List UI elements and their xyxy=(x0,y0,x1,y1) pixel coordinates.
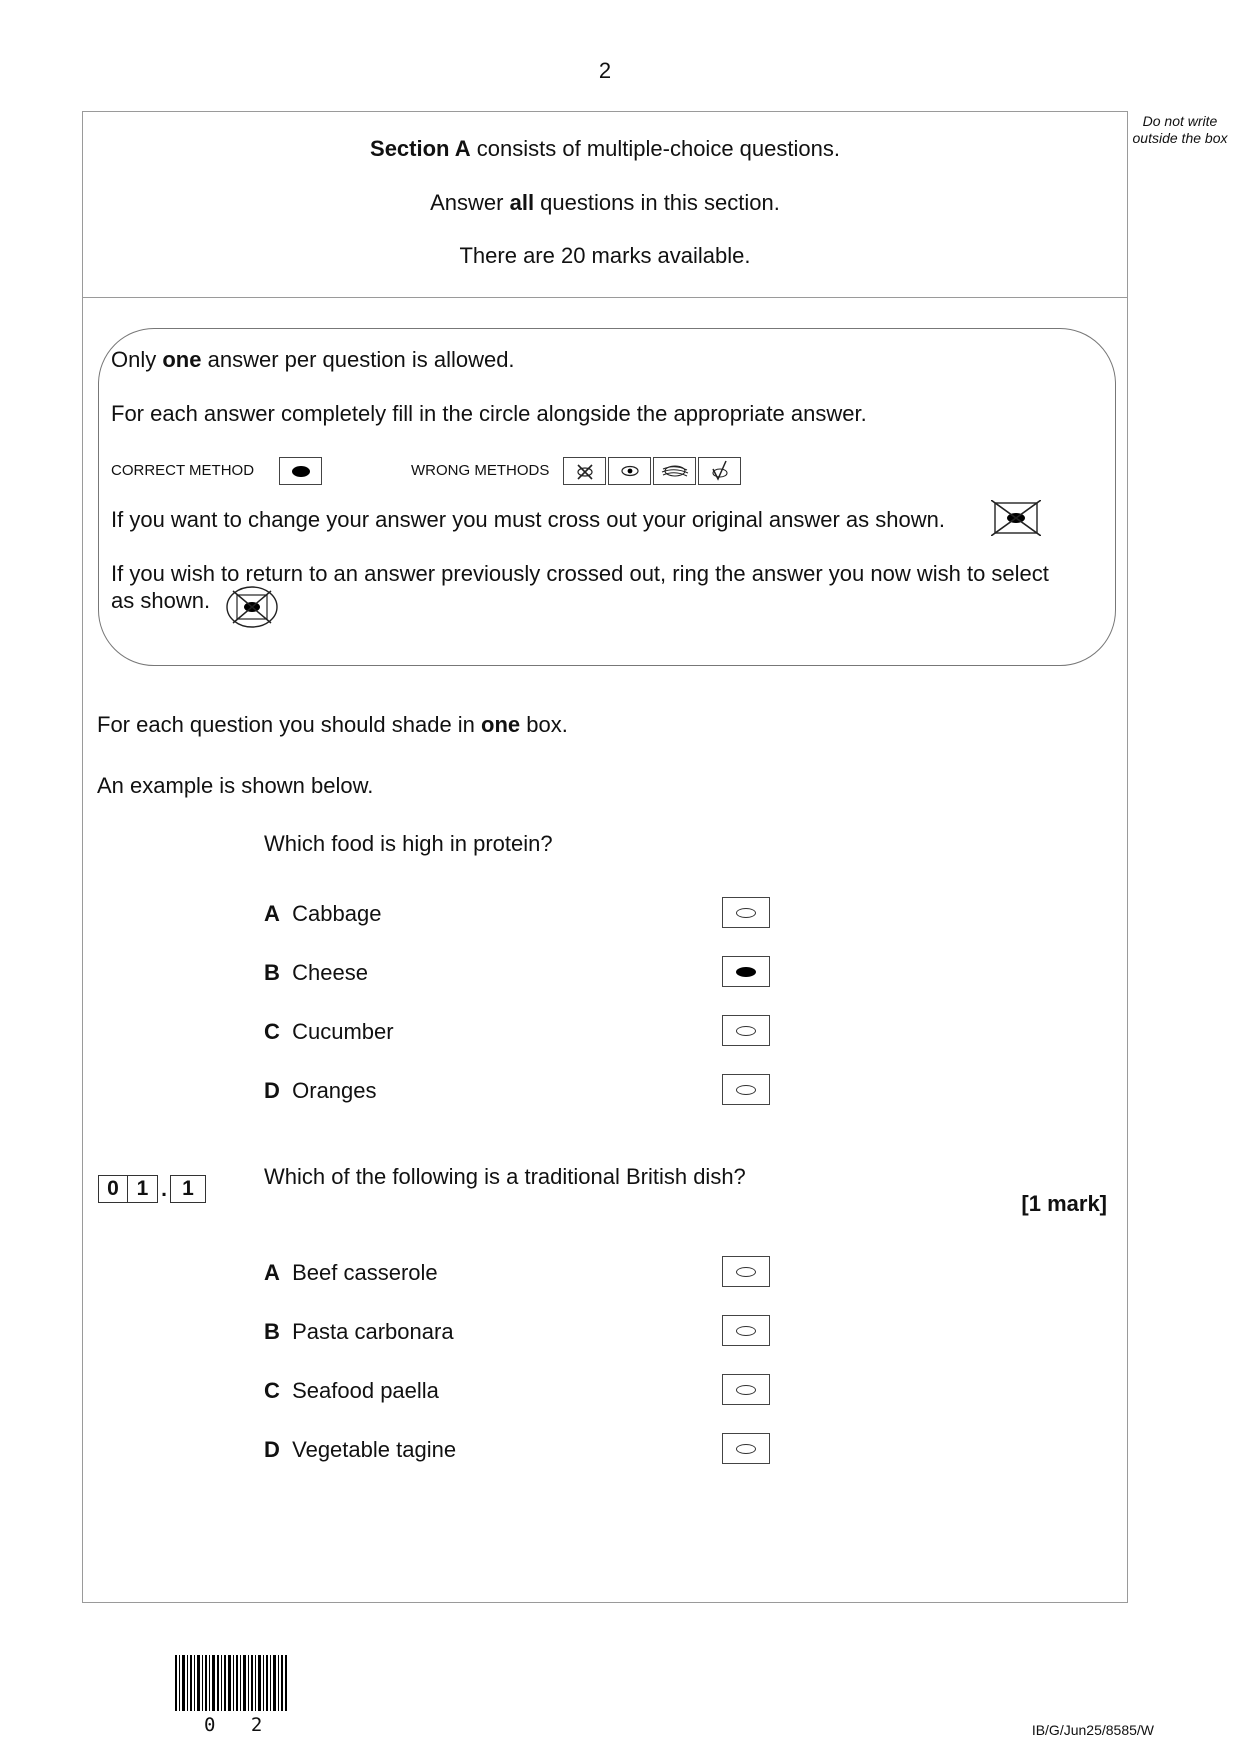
option-letter: D xyxy=(264,1078,280,1103)
change-answer-line: If you want to change your answer you must cross out your original answer as shown. xyxy=(111,507,945,532)
section-description: consists of multiple-choice questions. xyxy=(470,136,840,161)
example-option-c xyxy=(264,1018,394,1045)
wrong-methods-examples xyxy=(563,457,743,485)
option-a xyxy=(264,1259,438,1286)
answer-box-a[interactable] xyxy=(722,1256,770,1287)
option-text: Cucumber xyxy=(292,1019,394,1044)
return-answer-line-1: If you wish to return to an answer previously crossed out, ring the answer you now wish to select xyxy=(111,561,1049,586)
answer-all-pre: Answer xyxy=(430,190,510,215)
paper-reference-code: IB/G/Jun25/8585/W xyxy=(1031,1722,1154,1738)
option-letter: C xyxy=(264,1378,280,1403)
example-answer-box-d[interactable] xyxy=(722,1074,770,1105)
one-answer-bold: one xyxy=(162,347,202,372)
empty-oval-icon xyxy=(736,1326,756,1336)
example-option-b xyxy=(264,959,368,986)
option-text: Cheese xyxy=(292,960,368,985)
example-option-d xyxy=(264,1077,377,1104)
fill-circle-line: For each answer completely fill in the circle alongside the appropriate answer. xyxy=(111,401,867,426)
question-number-digit: 1 xyxy=(128,1175,158,1203)
section-label: Section A xyxy=(370,136,471,161)
one-answer-pre: Only xyxy=(111,347,163,372)
example-answer-box-a[interactable] xyxy=(722,897,770,928)
option-letter: C xyxy=(264,1019,280,1044)
answer-all-line xyxy=(82,190,1128,216)
option-d xyxy=(264,1436,456,1463)
shade-instruction-pre: For each question you should shade in xyxy=(97,712,482,737)
question-number-dot: . xyxy=(161,1178,167,1201)
header-divider xyxy=(82,297,1128,298)
correct-method-label: CORRECT METHOD xyxy=(111,462,255,479)
correct-method-example xyxy=(279,457,322,485)
option-letter: B xyxy=(264,960,280,985)
filled-oval-icon xyxy=(736,967,756,977)
option-text: Oranges xyxy=(292,1078,377,1103)
answer-box-b[interactable] xyxy=(722,1315,770,1346)
one-answer-post: answer per question is allowed. xyxy=(201,347,515,372)
option-text: Cabbage xyxy=(292,901,382,926)
option-c xyxy=(264,1377,439,1404)
example-answer-box-b[interactable] xyxy=(722,956,770,987)
example-option-a xyxy=(264,900,381,927)
option-text: Pasta carbonara xyxy=(292,1319,454,1344)
question-number-sub: 1 xyxy=(170,1175,206,1203)
wrong-method-scribble-icon xyxy=(653,457,696,485)
empty-oval-icon xyxy=(736,1385,756,1395)
example-question: Which food is high in protein? xyxy=(264,831,553,856)
option-letter: A xyxy=(264,1260,280,1285)
option-letter: D xyxy=(264,1437,280,1462)
question-marks: [1 mark] xyxy=(1021,1191,1107,1216)
empty-oval-icon xyxy=(736,1444,756,1454)
wrong-method-dot-icon xyxy=(608,457,651,485)
answer-box-c[interactable] xyxy=(722,1374,770,1405)
empty-oval-icon xyxy=(736,1026,756,1036)
option-text: Seafood paella xyxy=(292,1378,439,1403)
answer-all-bold: all xyxy=(509,190,535,215)
barcode-icon xyxy=(175,1655,287,1716)
shade-instruction-bold: one xyxy=(481,712,521,737)
crossed-out-example-icon xyxy=(991,500,1041,541)
option-b xyxy=(264,1318,454,1345)
filled-oval-icon xyxy=(292,466,310,477)
marks-available-line: There are 20 marks available. xyxy=(459,243,751,268)
empty-oval-icon xyxy=(736,908,756,918)
option-text: Beef casserole xyxy=(292,1260,438,1285)
option-letter: B xyxy=(264,1319,280,1344)
wrong-method-cross-icon xyxy=(563,457,606,485)
wrong-method-tick-icon xyxy=(698,457,741,485)
barcode-digits: 0 2 xyxy=(204,1714,275,1736)
ringed-crossed-example-icon xyxy=(225,585,279,634)
answer-all-post: questions in this section. xyxy=(534,190,780,215)
section-heading xyxy=(82,136,1128,162)
empty-oval-icon xyxy=(736,1267,756,1277)
answer-box-d[interactable] xyxy=(722,1433,770,1464)
example-intro: An example is shown below. xyxy=(97,773,374,798)
margin-note: Do not write outside the box xyxy=(1132,113,1228,146)
one-answer-line xyxy=(111,346,515,373)
shade-instruction-post: box. xyxy=(520,712,568,737)
page-number: 2 xyxy=(598,58,612,83)
option-text: Vegetable tagine xyxy=(292,1437,457,1462)
option-letter: A xyxy=(264,901,280,926)
question-number xyxy=(98,1175,206,1203)
wrong-methods-label: WRONG METHODS xyxy=(411,462,550,479)
shade-instruction xyxy=(97,711,568,738)
example-answer-box-c[interactable] xyxy=(722,1015,770,1046)
empty-oval-icon xyxy=(736,1085,756,1095)
question-01-1-text: Which of the following is a traditional British dish? xyxy=(264,1164,746,1189)
return-answer-line-2: as shown. xyxy=(111,588,211,613)
question-number-digit: 0 xyxy=(98,1175,128,1203)
